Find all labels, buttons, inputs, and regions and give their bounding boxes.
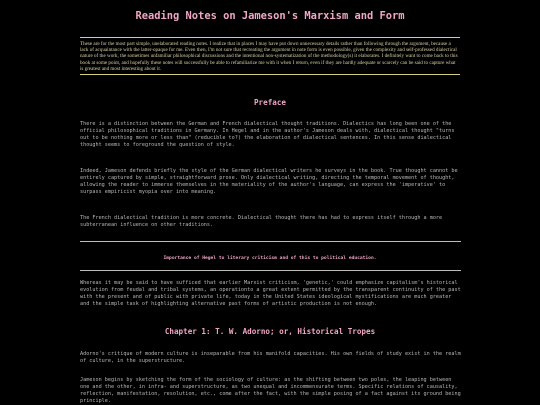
- preface-paragraph-1: There is a distinction between the German and French dialectical thought traditions. Dialectics has long been one of the official philosophical traditions in Germany. In Hegel and in the author's Jameson deals with, dialectical thought "turns out to be nothing more or less than" (reducible to?) the elaboration of dialectical sentences. In this sense dialectical thought seems to foreground the question of style.: [80, 121, 455, 148]
- section-divider-top: [80, 241, 461, 242]
- page-title: Reading Notes on Jameson's Marxism and Form: [135, 10, 405, 22]
- aside-heading: Importance of Hegel to literary criticism and of this to political education.: [163, 256, 377, 261]
- section-divider-bottom: [80, 270, 461, 271]
- aside-paragraph: Whereas it may be said to have sufficed that earlier Marxist criticism, 'genetic,' could emphasize capitalism's historical evolution from feudal and tribal systems, an operationto a great extent permitted by the transparent continuity of the past with the present and of public with private life, today in the United States ideological mystifications are much greater and the simple task of highlighting alternative past forms of artistic production is not enough.: [80, 280, 461, 307]
- preface-paragraph-2: Indeed, Jameson defends briefly the style of the German dialectical writers he surveys in the book. True thought cannot be entirely captured by simple, straightforward prose. Only dialectical writing, directing the temporal movement of thought, allowing the reader to immerse themselves in the materiality of the author's language, can express the 'imperative' to surpass empiricist myopia over into meaning.: [80, 168, 458, 195]
- preface-paragraph-3: The French dialectical tradition is more concrete. Dialectical thought there has had to express itself through a more subterranean influence on other traditions.: [80, 215, 443, 228]
- chapter-1-paragraph-1: Adorno's critique of modern culture is inseparable from his manifold capacities. His own fields of study exist in the realm of culture, in the superstructure.: [80, 351, 461, 364]
- chapter-1-paragraph-2: Jameson begins by sketching the form of the sociology of culture: as the shifting between two poles, the leaping between one and the other, in infra- and superstructure, as two unequal and incommensurate terms. Specific relations of causality, reflection, manifestation, resolution, etc., come after the fact, with the simple posing of a fact against its ground being principle.: [80, 377, 461, 404]
- chapter-1-heading: Chapter 1: T. W. Adorno; or, Historical Tropes: [164, 327, 376, 336]
- preface-heading: Preface: [253, 98, 286, 107]
- intro-note: These are for the most part simple, unelaborated reading notes. I realize that in places I may have put down unnecessary details rather than following through the argument, because a lack of acquaintance with the latter-opaque for me. Even then, I'm not sure that recreating the argument in note form is even possible, given the complexity and self-professed dialectical nature of the work, the sometimes unfamiliar philosophical discussions and the intentional non-systematization of the methodology(s) it elaborates. I definitely want to come back to this book at some point, and hopefully these notes will successfully be able to refamiliarize me with it when I return, even if they are hardly adequate or scarcely can be said to capture what is greatest and most interesting about it.: [80, 37, 460, 75]
